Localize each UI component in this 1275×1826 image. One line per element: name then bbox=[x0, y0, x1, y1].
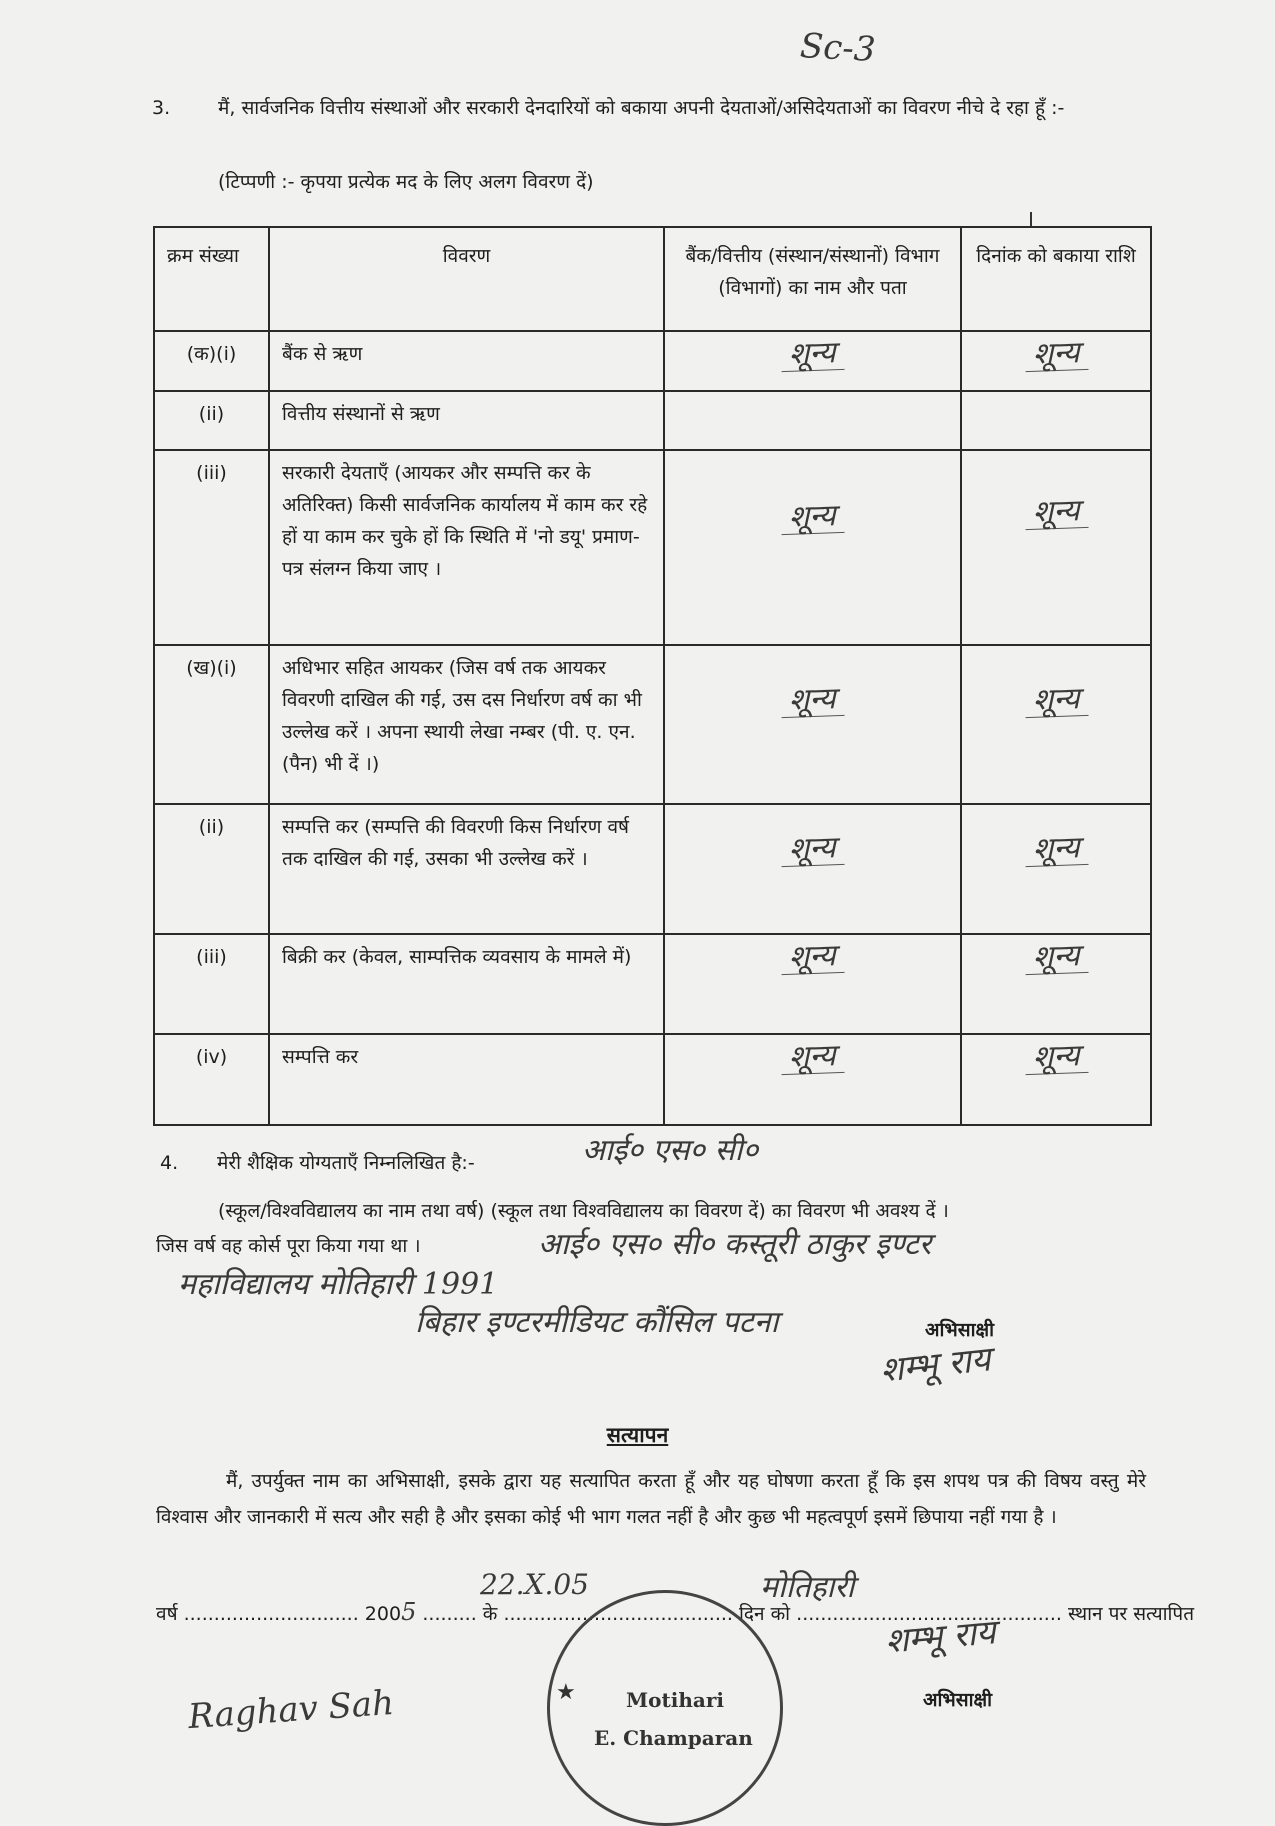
qualification-handwritten: आई० एस० सी० bbox=[582, 1133, 759, 1168]
row-description: बैंक से ऋण bbox=[269, 331, 664, 391]
section4-text: मेरी शैक्षिक योग्यताएँ निम्नलिखित है:- bbox=[217, 1152, 475, 1174]
header-serial: क्रम संख्या bbox=[154, 227, 269, 331]
row-institution-hw: शून्य bbox=[781, 832, 845, 867]
dotted-fill: ............................................ bbox=[796, 1603, 1062, 1625]
education-handwritten-line3: बिहार इण्टरमीडियट कौंसिल पटना bbox=[415, 1305, 779, 1340]
dotted-fill: ...................................... bbox=[503, 1603, 733, 1625]
table-row bbox=[154, 450, 1151, 645]
section4-number: 4. bbox=[160, 1152, 179, 1174]
row-amount-hw: शून्य bbox=[1024, 495, 1088, 530]
place-label: स्थान पर सत्यापित bbox=[1067, 1603, 1195, 1625]
row-description: सरकारी देयताएँ (आयकर और सम्पत्ति कर के अतिरिक्त) किसी सार्वजनिक कार्यालय में काम कर रहे हों या काम कर चुके हों कि स्थिति में 'नो डयू' प्रमाण-पत्र संलग्न किया जाए । bbox=[269, 450, 664, 645]
row-description: बिक्री कर (केवल, साम्पत्तिक व्यवसाय के मामले में) bbox=[269, 934, 664, 1034]
verification-title: सत्यापन bbox=[606, 1423, 669, 1447]
deponent-signature: शम्भू राय bbox=[878, 1339, 993, 1391]
day-label: दिन को bbox=[739, 1603, 791, 1625]
row-amount-empty bbox=[961, 391, 1151, 450]
row-serial: (ii) bbox=[154, 391, 269, 450]
deponent-label: अभिसाक्षी bbox=[925, 1319, 995, 1341]
section4-year-text: जिस वर्ष वह कोर्स पूरा किया गया था । bbox=[156, 1235, 421, 1257]
row-description: सम्पत्ति कर bbox=[269, 1034, 664, 1125]
row-institution-hw: शून्य bbox=[781, 500, 845, 535]
row-serial: (iv) bbox=[154, 1034, 269, 1125]
table-row bbox=[154, 391, 1151, 450]
verification-text: मैं, उपर्युक्त नाम का अभिसाक्षी, इसके द्वारा यह सत्यापित करता हूँ और यह घोषणा करता हूँ कि इस शपथ पत्र की विषय वस्तु मेरे विश्वास और जानकारी में सत्य और सही है और इसका कोई भी भाग गलत नहीं है और कुछ भी महत्वपूर्ण इसमें छिपाया नहीं गया है । bbox=[156, 1470, 1146, 1528]
row-serial: (iii) bbox=[154, 934, 269, 1034]
row-amount-hw: शून्य bbox=[1024, 337, 1088, 372]
of-label: के bbox=[482, 1603, 498, 1625]
table-row bbox=[154, 934, 1151, 1034]
year-handwritten: 5 bbox=[401, 1598, 417, 1626]
row-description: सम्पत्ति कर (सम्पत्ति की विवरणी किस निर्धारण वर्ष तक दाखिल की गई, उसका भी उल्लेख करें । bbox=[269, 804, 664, 934]
section4-note: (स्कूल/विश्वविद्यालय का नाम तथा वर्ष) (स्कूल तथा विश्वविद्यालय का विवरण दें) का विवरण भी अवश्य दें । bbox=[218, 1200, 949, 1222]
section3-note: (टिप्पणी :- कृपया प्रत्येक मद के लिए अलग विवरण दें) bbox=[218, 171, 594, 193]
tick-mark bbox=[1030, 212, 1032, 226]
liabilities-table bbox=[153, 226, 1152, 1126]
row-description: अधिभार सहित आयकर (जिस वर्ष तक आयकर विवरणी दाखिल की गई, उस दस निर्धारण वर्ष का भी उल्लेख करें । अपना स्थायी लेखा नम्बर (पी. ए. एन. (पैन) भी दें ।) bbox=[269, 645, 664, 804]
row-amount-hw: शून्य bbox=[1024, 832, 1088, 867]
table-row bbox=[154, 804, 1151, 934]
deponent-signature: शम्भू राय bbox=[883, 1612, 998, 1662]
row-institution-empty bbox=[664, 391, 961, 450]
row-institution-hw: शून्य bbox=[781, 683, 845, 718]
verification-place-handwritten: मोतिहारी bbox=[760, 1570, 855, 1605]
table-row bbox=[154, 645, 1151, 804]
row-description: वित्तीय संस्थानों से ऋण bbox=[269, 391, 664, 450]
section3-text: मैं, सार्वजनिक वित्तीय संस्थाओं और सरकारी देनदारियों को बकाया अपनी देयताओं/असिदेयताओं का विवरण नीचे दे रहा हूँ :- bbox=[218, 97, 1065, 119]
row-serial: (iii) bbox=[154, 450, 269, 645]
education-handwritten-line2: महाविद्यालय मोतिहारी 1991 bbox=[178, 1267, 499, 1302]
witness-signature: Raghav Sah bbox=[186, 1682, 396, 1738]
dotted-fill: ............................. bbox=[183, 1603, 359, 1625]
section3-number: 3. bbox=[152, 97, 171, 119]
deponent-label: अभिसाक्षी bbox=[923, 1689, 993, 1711]
header-description: विवरण bbox=[269, 227, 664, 331]
seal-text-line2: E. Champaran bbox=[594, 1726, 753, 1750]
year-prefix: 200 bbox=[364, 1603, 402, 1625]
row-institution-hw: शून्य bbox=[781, 940, 845, 975]
table-header-row bbox=[154, 227, 1151, 331]
row-serial: (क)(i) bbox=[154, 331, 269, 391]
table-row bbox=[154, 1034, 1151, 1125]
seal-star-icon: ★ bbox=[556, 1680, 576, 1705]
row-institution-hw: शून्य bbox=[781, 1040, 845, 1075]
education-handwritten-line1: आई० एस० सी० कस्तूरी ठाकुर इण्टर bbox=[538, 1227, 932, 1262]
verification-date-handwritten: 22.X.05 bbox=[480, 1568, 589, 1601]
header-amount: दिनांक को बकाया राशि bbox=[961, 227, 1151, 331]
seal-text-line1: Motihari bbox=[626, 1688, 724, 1712]
row-institution-hw: शून्य bbox=[781, 337, 845, 372]
header-institution: बैंक/वित्तीय (संस्थान/संस्थानों) विभाग (विभागों) का नाम और पता bbox=[664, 227, 961, 331]
form-code-handwritten: Sc-3 bbox=[799, 26, 877, 70]
table-row bbox=[154, 331, 1151, 391]
dotted-fill: ......... bbox=[422, 1603, 477, 1625]
row-amount-hw: शून्य bbox=[1024, 1040, 1088, 1075]
row-amount-hw: शून्य bbox=[1024, 940, 1088, 975]
row-serial: (ii) bbox=[154, 804, 269, 934]
row-serial: (ख)(i) bbox=[154, 645, 269, 804]
year-label: वर्ष bbox=[156, 1603, 178, 1625]
row-amount-hw: शून्य bbox=[1024, 683, 1088, 718]
